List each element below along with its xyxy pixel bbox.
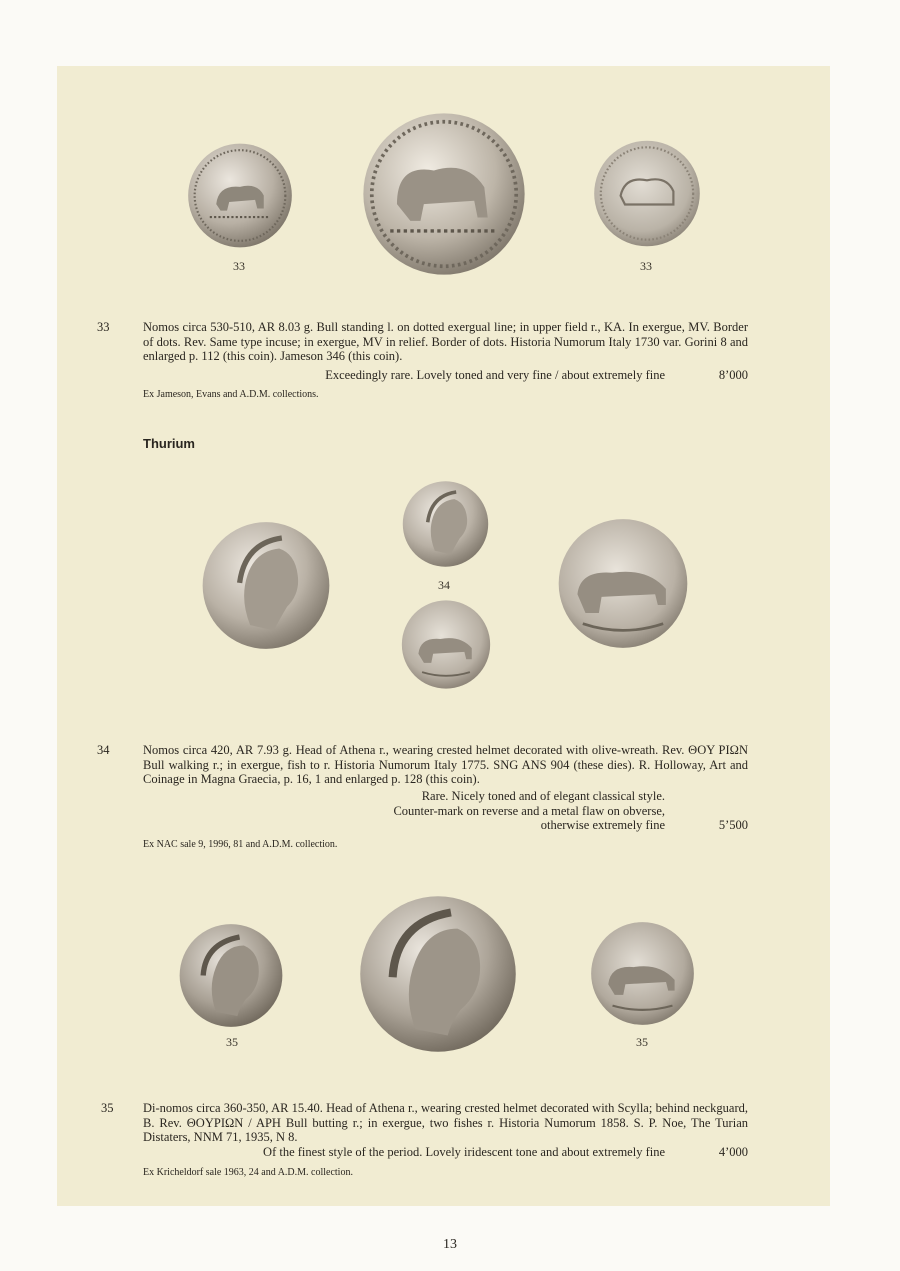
coin-34-label: 34 <box>438 578 450 592</box>
lot-price: 5’500 <box>718 818 748 832</box>
page-number: 13 <box>443 1237 457 1252</box>
coin-33-enlarged-image <box>360 108 528 280</box>
lot-description: Nomos circa 530-510, AR 8.03 g. Bull standing l. on dotted exergual line; in upper field r., KA. In exergue, MV. Border of dots. Rev. Same type incuse; in exergue, MV in relief. Border of dots. Historia Numorum Italy 1730 var. Gorini 8 and enlarged p. 112 (this coin). Jameson 346 (this coin). <box>143 320 748 363</box>
lot-provenance: Ex Kricheldorf sale 1963, 24 and A.D.M. collection. <box>143 1167 353 1178</box>
coin-35-enlarged-image <box>354 893 522 1055</box>
lot-price: 8’000 <box>718 368 748 382</box>
lot-condition: Exceedingly rare. Lovely toned and very fine / about extremely fine <box>325 368 665 382</box>
coin-34-reverse-enlarged-image <box>556 512 690 655</box>
lot-number: 35 <box>101 1101 114 1115</box>
coin-34-obverse-enlarged-image <box>200 513 332 658</box>
coin-35-obverse-label: 35 <box>226 1035 238 1049</box>
lot-condition: Rare. Nicely toned and of elegant classical style. Counter-mark on reverse and a metal flaw on obverse, otherwise extremely fine <box>393 789 665 832</box>
lot-number: 34 <box>97 743 110 757</box>
lot-provenance: Ex Jameson, Evans and A.D.M. collections. <box>143 389 319 400</box>
lot-price: 4’000 <box>718 1145 748 1159</box>
coin-34-reverse-image <box>400 597 492 692</box>
lot-condition: Of the finest style of the period. Lovely iridescent tone and about extremely fine <box>263 1145 665 1159</box>
coin-33-reverse-label: 33 <box>640 259 652 273</box>
coin-35-reverse-label: 35 <box>636 1035 648 1049</box>
coin-35-obverse-image <box>175 922 287 1029</box>
lot-provenance: Ex NAC sale 9, 1996, 81 and A.D.M. collection. <box>143 839 338 850</box>
coin-33-reverse-image <box>592 137 702 250</box>
coin-35-reverse-image <box>588 920 697 1027</box>
coin-34-obverse-image <box>401 476 490 572</box>
lot-description: Di-nomos circa 360-350, AR 15.40. Head of Athena r., wearing crested helmet decorated with Scylla; behind neckguard, B. Rev. ΘOYPIΩN / APH Bull butting r.; in exergue, two fishes r. Historia Numorum 1858. S. P. Noe, The Turian Distaters, NNM 71, 1935, N 8. <box>143 1101 748 1144</box>
lot-description: Nomos circa 420, AR 7.93 g. Head of Athena r., wearing crested helmet decorated with olive-wreath. Rev. ΘOY PIΩN Bull walking r.; in exergue, fish to r. Historia Numorum Italy 1775. SNG ANS 904 (these dies). R. Holloway, Art and Coinage in Magna Graecia, p. 16, 1 and enlarged p. 128 (this coin). <box>143 743 748 786</box>
section-heading: Thurium <box>143 436 195 451</box>
lot-number: 33 <box>97 320 110 334</box>
coin-33-obverse-image <box>186 139 294 252</box>
coin-33-obverse-label: 33 <box>233 259 245 273</box>
